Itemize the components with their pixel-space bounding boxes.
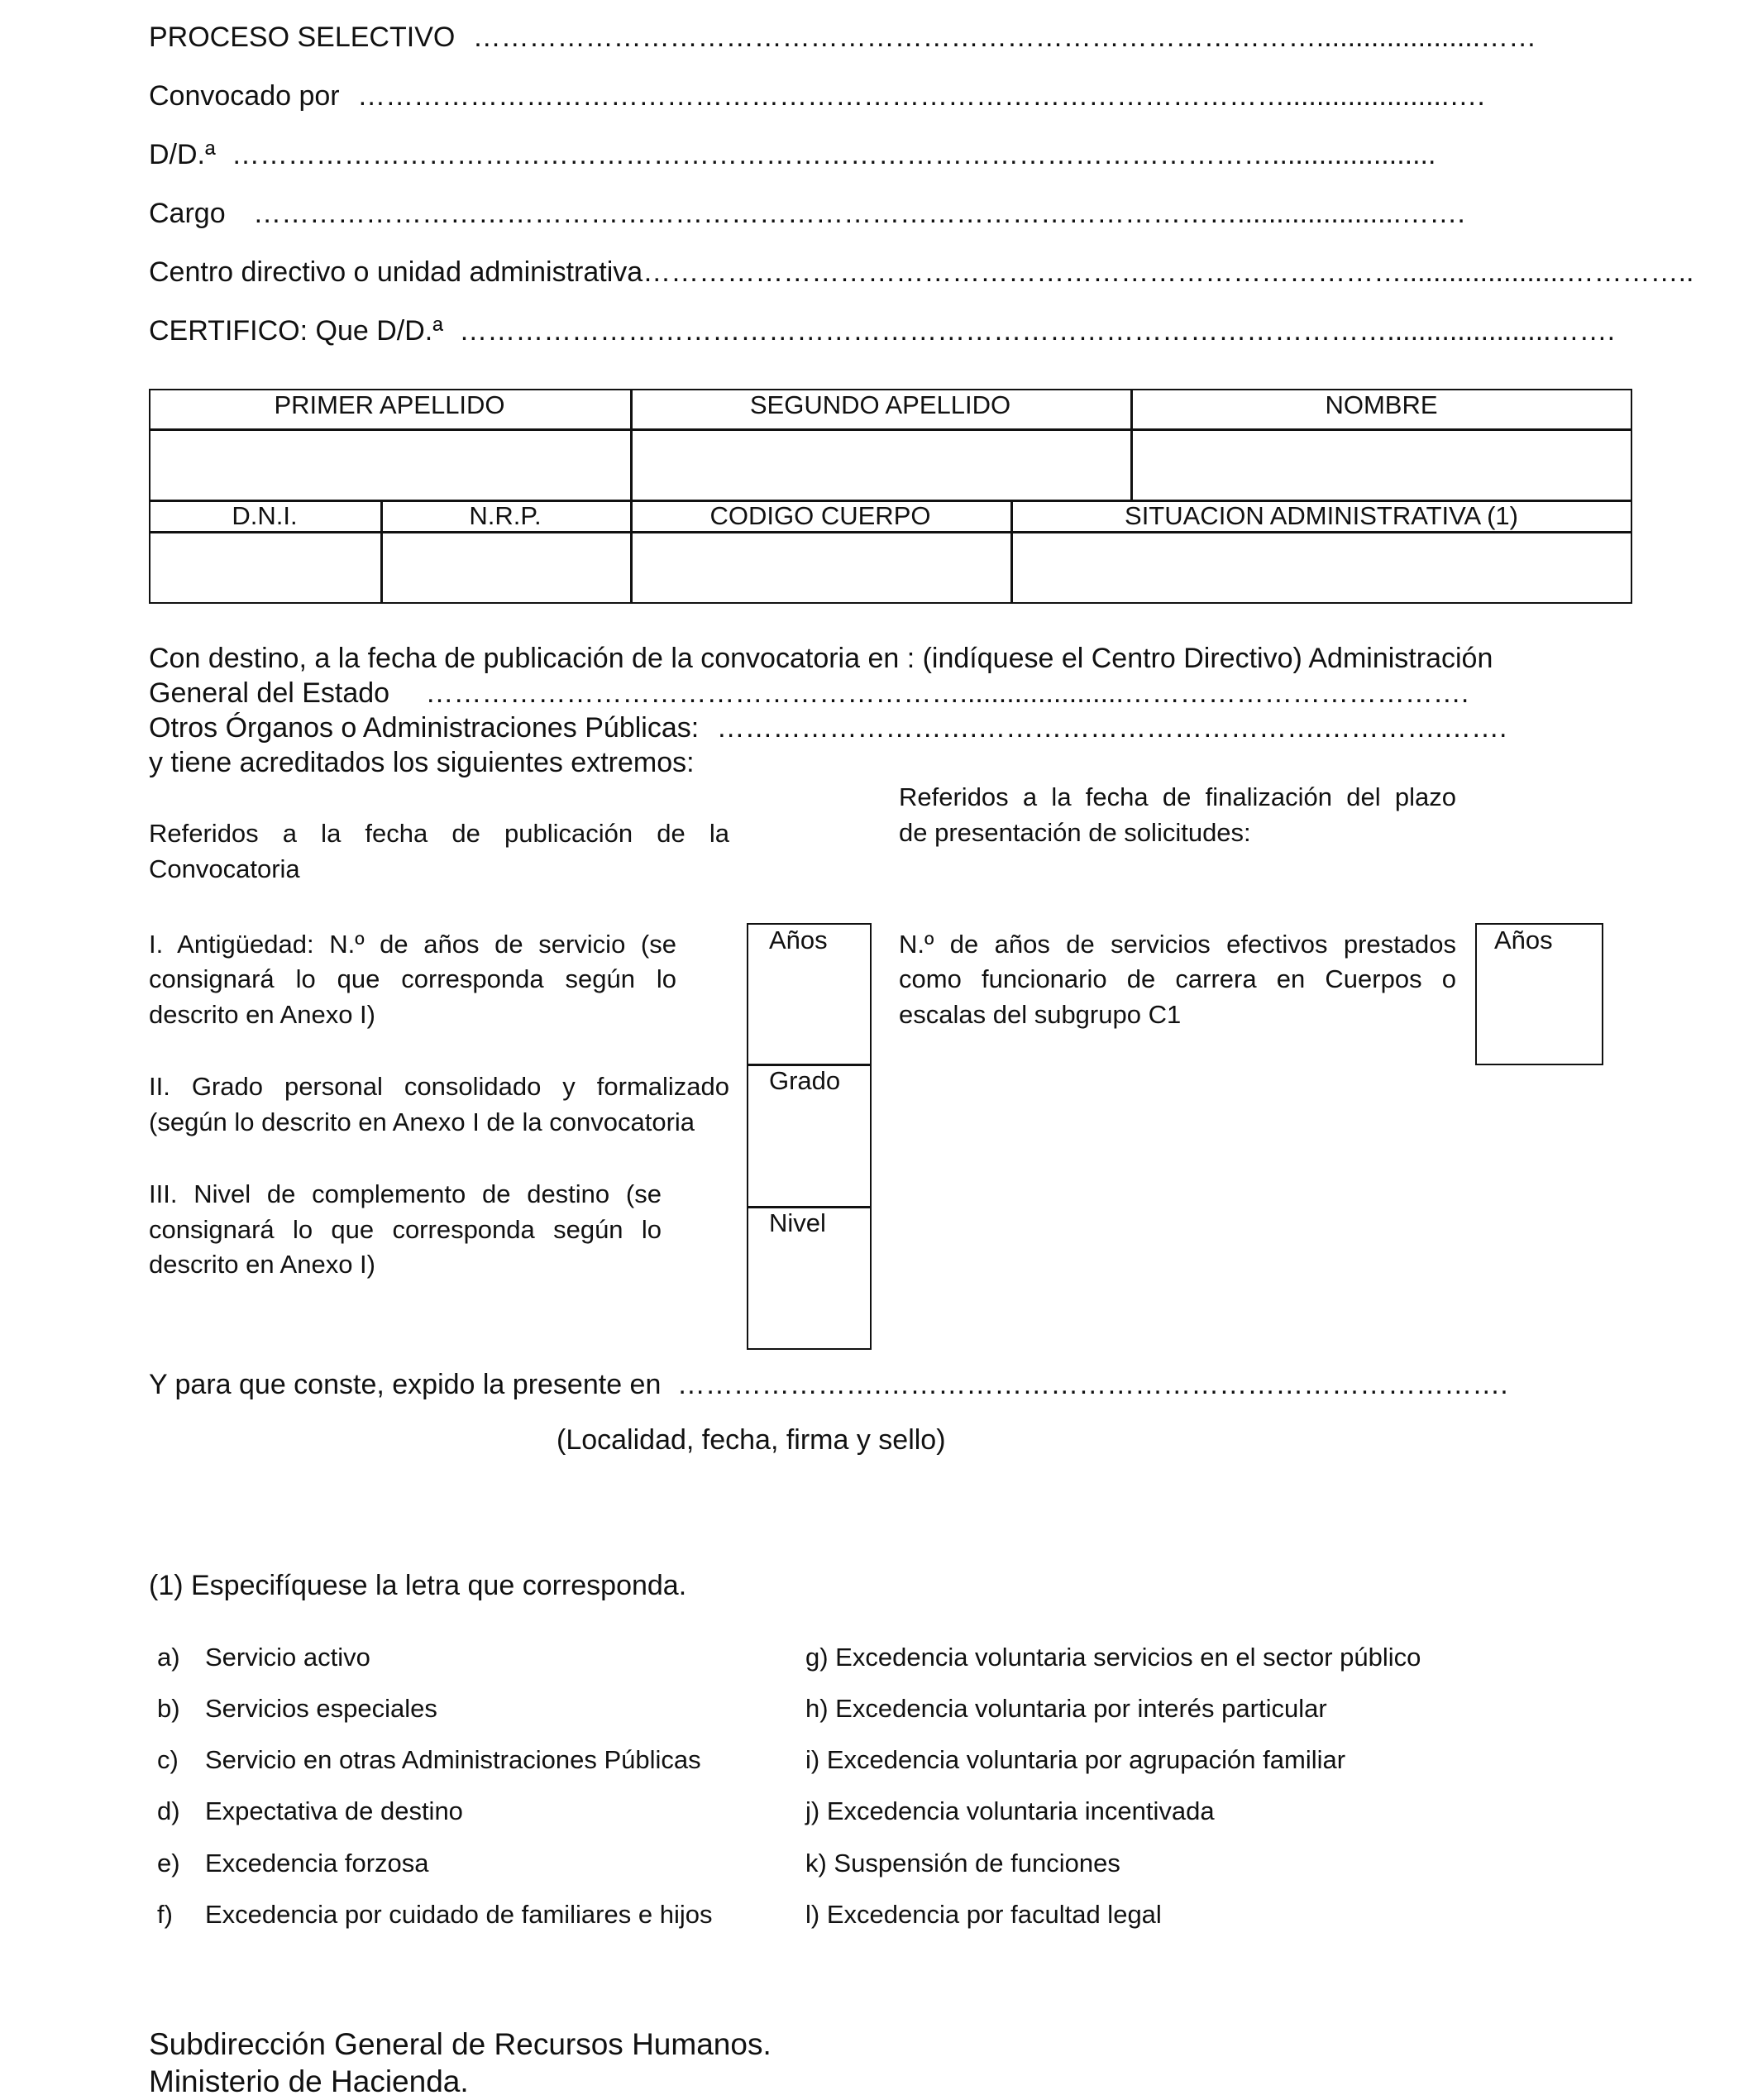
input-situacion-administrativa[interactable] <box>1013 533 1631 602</box>
field-dots[interactable]: …………………………………………………………………………………………….....................……. <box>253 198 1465 229</box>
item-text-line: como funcionario de carrera en Cuerpos o <box>899 964 1456 993</box>
field-dots[interactable]: ……………………………………………………………………………….....................…… <box>472 22 1537 53</box>
header-nrp: N.R.P. <box>469 501 542 530</box>
destino-age-field <box>149 677 1469 710</box>
left-heading-line: Referidos a la fecha de publicación de la <box>149 819 729 848</box>
header-segundo-apellido: SEGUNDO APELLIDO <box>749 390 1011 419</box>
right-heading-line: Referidos a la fecha de finalización del plazo <box>899 782 1456 811</box>
input-nrp[interactable] <box>383 533 628 602</box>
field-label: Y para que conste, expido la presente en <box>149 1369 662 1400</box>
field-label: Cargo <box>149 198 226 229</box>
field-label: CERTIFICO: Que D/D.ª <box>149 315 443 347</box>
nivel-input-box[interactable] <box>749 1208 870 1348</box>
item-text-line: consignará lo que corresponda según lo <box>149 964 676 993</box>
field-dots[interactable]: ……………………………………………………………………………………….....................……. <box>459 315 1616 347</box>
box-label: Años <box>1494 926 1553 954</box>
list-item: Excedencia forzosa <box>205 1849 429 1878</box>
list-item: Excedencia por cuidado de familiares e hijos <box>205 1900 713 1929</box>
input-segundo-apellido[interactable] <box>633 431 1129 499</box>
list-item: Servicio en otras Administraciones Públicas <box>205 1745 701 1774</box>
input-codigo-cuerpo[interactable] <box>633 533 1009 602</box>
item-text-line: II. Grado personal consolidado y formalizado <box>149 1072 729 1101</box>
header-primer-apellido: PRIMER APELLIDO <box>274 390 505 419</box>
field-dots[interactable]: …………………………………………………………………………………………………..................... <box>232 139 1436 170</box>
field-label: Centro directivo o unidad administrativa <box>149 256 643 288</box>
field-label: General del Estado <box>149 677 390 709</box>
anos-input-box[interactable] <box>749 926 870 1063</box>
list-item: h) Excedencia voluntaria por interés particular <box>805 1694 1327 1723</box>
box-label: Años <box>769 926 828 954</box>
item-text-line: N.º de años de servicios efectivos prestados <box>899 930 1456 959</box>
input-primer-apellido[interactable] <box>150 431 628 499</box>
box-label: Grado <box>769 1066 841 1095</box>
firma-caption: (Localidad, fecha, firma y sello) <box>557 1424 946 1456</box>
item-text-line: (según lo descrito en Anexo I de la convocatoria <box>149 1107 695 1136</box>
field-dots[interactable]: ……………………………………………………………………………………….....................…. <box>357 80 1485 112</box>
field-label: D/D.ª <box>149 139 216 170</box>
item-text-line: descrito en Anexo I) <box>149 1250 375 1279</box>
field-cargo <box>149 198 1465 230</box>
left-heading-line: Convocatoria <box>149 854 300 883</box>
list-item: Servicio activo <box>205 1643 370 1672</box>
item-text-line: consignará lo que corresponda según lo <box>149 1215 662 1244</box>
list-item: Servicios especiales <box>205 1694 437 1723</box>
header-dni: D.N.I. <box>232 501 298 530</box>
grado-input-box[interactable] <box>749 1066 870 1205</box>
footnote-title: (1) Especifíquese la letra que corresponda. <box>149 1570 687 1601</box>
field-label: Convocado por <box>149 80 340 112</box>
field-dd <box>149 139 1436 171</box>
list-item: Expectativa de destino <box>205 1796 463 1825</box>
list-item-letter: b) <box>157 1694 180 1723</box>
list-item-letter: d) <box>157 1796 180 1825</box>
anos-efectivos-input-box[interactable] <box>1475 923 1603 1065</box>
list-item-letter: c) <box>157 1745 179 1774</box>
header-nombre: NOMBRE <box>1325 390 1438 419</box>
list-item: k) Suspensión de funciones <box>805 1849 1120 1878</box>
field-label: PROCESO SELECTIVO <box>149 22 456 53</box>
input-dni[interactable] <box>150 533 379 602</box>
input-nombre[interactable] <box>1133 431 1631 499</box>
field-dots[interactable]: ……………………………………………………………………….....................………….. <box>643 256 1694 288</box>
expido-field <box>149 1369 1508 1401</box>
list-item-letter: a) <box>157 1643 180 1672</box>
list-item-letter: f) <box>157 1900 173 1929</box>
field-dots[interactable]: ………………………………………………….....................………………………………. <box>425 677 1469 709</box>
field-certifico <box>149 315 1615 347</box>
item-text-line: I. Antigüedad: N.º de años de servicio (se <box>149 930 676 959</box>
list-item: i) Excedencia voluntaria por agrupación familiar <box>805 1745 1346 1774</box>
header-situacion-administrativa: SITUACION ADMINISTRATIVA (1) <box>1125 501 1518 530</box>
field-centro-directivo <box>149 256 1694 289</box>
item-text-line: descrito en Anexo I) <box>149 1000 375 1029</box>
field-dots[interactable]: ……………………….……………………………….………….……. <box>716 712 1507 744</box>
list-item: g) Excedencia voluntaria servicios en el sector público <box>805 1643 1421 1672</box>
destino-extremos: y tiene acreditados los siguientes extremos: <box>149 747 695 778</box>
right-heading-line: de presentación de solicitudes: <box>899 818 1251 847</box>
field-convocado-por <box>149 80 1485 112</box>
field-dots[interactable]: ………………….…………………………………………………………. <box>676 1369 1508 1400</box>
destino-otros-field <box>149 712 1507 744</box>
list-item: j) Excedencia voluntaria incentivada <box>805 1796 1215 1825</box>
destino-line: Con destino, a la fecha de publicación de la convocatoria en : (indíquese el Centro Directivo) Administración <box>149 643 1493 674</box>
list-item-letter: e) <box>157 1849 180 1878</box>
field-label: Otros Órganos o Administraciones Públicas: <box>149 712 700 744</box>
header-codigo-cuerpo: CODIGO CUERPO <box>709 501 931 530</box>
signature-line: Subdirección General de Recursos Humanos. <box>149 2027 772 2061</box>
field-proceso-selectivo <box>149 22 1536 54</box>
item-text-line: escalas del subgrupo C1 <box>899 1000 1182 1029</box>
box-label: Nivel <box>769 1208 826 1237</box>
list-item: l) Excedencia por facultad legal <box>805 1900 1162 1929</box>
signature-line: Ministerio de Hacienda. <box>149 2064 469 2098</box>
item-text-line: III. Nivel de complemento de destino (se <box>149 1179 662 1208</box>
